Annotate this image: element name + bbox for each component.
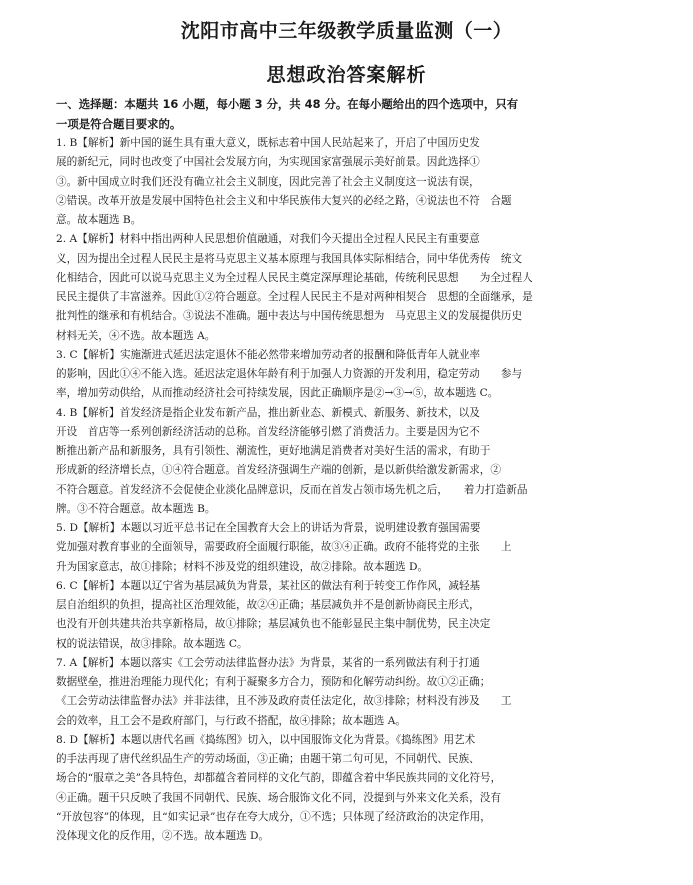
answer-line: 升为国家意志，故①排除；材料不涉及党的组织建设，故②排除。故本题选 D。 (56, 560, 429, 573)
answer-line: 批判性的继承和有机结合。③说法不准确。题中表达与中国传统思想为 马克思主义的发展提供历史 (56, 310, 523, 323)
answer-line: ④正确。题干只反映了我国不同朝代、民族、场合服饰文化不同，没提到与外来文化关系，没有 (56, 791, 501, 804)
answer-line: 不符合题意。首发经济不会促使企业淡化品牌意识，反而在首发占领市场先机之后， 着力打造新品 (56, 483, 528, 496)
answer-line: 没体现文化的反作用，②不选。故本题选 D。 (56, 830, 270, 842)
answer-line: 《工会劳动法律监督办法》并非法律，且不涉及政府责任法定化，故③排除；材料没有涉及 工 (56, 695, 512, 708)
answer-line: 的手法再现了唐代丝织品生产的劳动场面，③正确；由题干第二句可见，不同朝代、民族、 (56, 753, 480, 765)
answer-line: 牌。③不符合题意。故本题选 B。 (56, 502, 216, 515)
answer-line: 6. C【解析】本题以辽宁省为基层减负为背景，某社区的做法有利于转变工作作风，减轻基 (56, 579, 481, 592)
answer-line: 材料无关，④不选。故本题选 A。 (56, 329, 216, 342)
answer-line: 3. C【解析】实施渐进式延迟法定退休不能必然带来增加劳动者的报酬和降低青年人就业率 (56, 348, 481, 361)
answer-line: 也没有开创共建共治共享新格局，故①排除；基层减负也不能彰显民主集中制优势，民主决定 (56, 618, 491, 631)
section-heading-line-1: 一、选择题：本题共 16 小题，每小题 3 分，共 48 分。在每小题给出的四个选项中，只有 (56, 97, 519, 111)
answer-line: 展的新纪元，同时也改变了中国社会发展方向，为实现国家富强展示美好前景。因此选择① (56, 156, 480, 169)
answer-line: 的影响，因此①④不能入选。延迟法定退休年龄有利于加强人力资源的开发利用，稳定劳动 参与 (56, 368, 523, 380)
answer-line: 8. D【解析】本题以唐代名画《捣练图》切入，以中国服饰文化为背景。《捣练图》用艺术 (56, 733, 476, 746)
answer-line: 化相结合，因此可以说马克思主义为全过程人民民主奠定深厚理论基础，传统利民思想 为全过程人 (56, 271, 533, 284)
answer-line: 开设 首店等一系列创新经济活动的总称。首发经济能够引燃了消费活力。主要是因为它不 (56, 425, 480, 438)
answer-line: 7. A【解析】本题以落实《工会劳动法律监督办法》为背景，某省的一系列做法有利于打通 (56, 656, 480, 669)
answer-line: 2. A【解析】材料中指出两种人民思想价值融通，对我们今天提出全过程人民民主有重要意 (56, 233, 480, 246)
answer-line: 率，增加劳动供给，从而推动经济社会可持续发展，因此正确顺序是②→③→⑤，故本题选 C。 (56, 387, 499, 400)
answer-line: 1. B【解析】新中国的诞生具有重大意义，既标志着中国人民站起来了，开启了中国历史发 (56, 137, 480, 149)
answer-line: “开放包容”的体现，且“如实记录”也存在夸大成分，①不选；只体现了经济政治的决定作用， (56, 810, 491, 823)
answer-line: 权的说法错误，故③排除。故本题选 C。 (56, 637, 248, 650)
answer-line: 数据壁垒，推进治理能力现代化；有利于凝聚多方合力，预防和化解劳动纠纷。故①②正确； (56, 676, 491, 688)
answer-line: 民民主提供了丰富滋养。因此①②符合题意。全过程人民民主不是对两种相契合 思想的全面继承，是 (56, 291, 533, 303)
answer-line: 5. D【解析】本题以习近平总书记在全国教育大会上的讲话为背景，说明建设教育强国需要 (56, 522, 481, 534)
answer-line: 层自治组织的负担，提高社区治理效能，故②④正确；基层减负并不是创新协商民主形式， (56, 599, 480, 611)
answer-line: ③。新中国成立时我们还没有确立社会主义制度，因此完善了社会主义制度这一说法有误， (56, 175, 480, 188)
answer-line: 4. B【解析】首发经济是指企业发布新产品，推出新业态、新模式、新服务、新技术，以及 (56, 406, 480, 419)
answer-line: 意。故本题选 B。 (56, 214, 142, 226)
answer-line: 断推出新产品和新服务，具有引领性、潮流性，更好地满足消费者对美好生活的需求，有助于 (56, 445, 491, 457)
answer-line: ②错误。改革开放是发展中国特色社会主义和中华民族伟大复兴的必经之路，④说法也不符 合题 (56, 194, 512, 207)
section-heading-line-2: 一项是符合题目要求的。 (56, 117, 182, 131)
answer-line: 会的效率，且工会不是政府部门，与行政不搭配，故④排除；故本题选 A。 (56, 714, 407, 727)
document-subtitle: 思想政治答案解析 (266, 64, 427, 86)
answer-line: 义，因为提出全过程人民民主是将马克思主义基本原理与我国具体实际相结合，同中华优秀传 统文 (56, 252, 523, 265)
answer-line: 党加强对教育事业的全面领导，需要政府全面履行职能，故③④正确。政府不能将党的主张 上 (56, 541, 512, 554)
answer-line: 场合的“服章之美”各具特色，却都蕴含着同样的文化气韵，即蕴含着中华民族共同的文化符号， (56, 772, 502, 785)
answer-line: 形成新的经济增长点，①④符合题意。首发经济强调生产端的创新，是以新供给激发新需求，② (56, 464, 501, 477)
document-title: 沈阳市高中三年级教学质量监测（一） (180, 20, 513, 42)
